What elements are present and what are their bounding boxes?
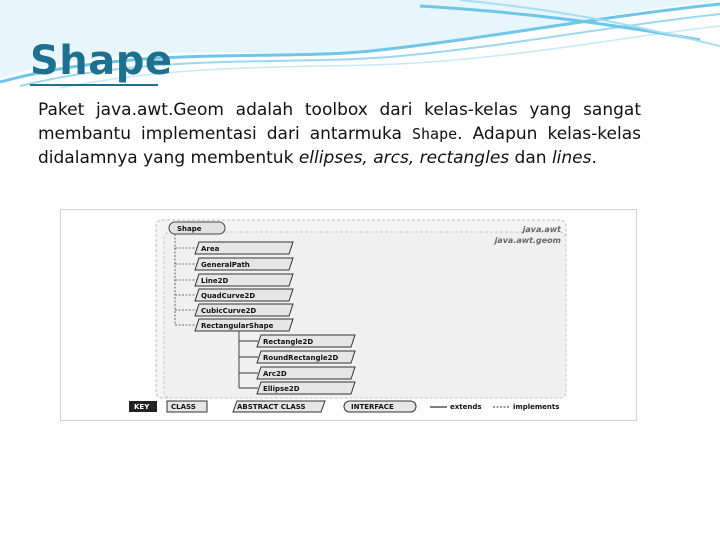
class-node-line2d-label: Line2D [201, 277, 229, 285]
paragraph-text-2: . Adapun kelas-kelas didalamnya yang membentuk [38, 124, 641, 168]
key-implements-label: implements [513, 403, 560, 411]
package-label-geom: java.awt.geom [494, 236, 561, 245]
class-node-ellipse2d-label: Ellipse2D [263, 385, 300, 393]
paragraph-text-4: . [591, 148, 597, 168]
key-extends-label: extends [450, 403, 482, 411]
diagram-key-legend [129, 401, 559, 412]
paragraph-code-shape: Shape [411, 125, 458, 143]
paragraph-text-3: dan [509, 148, 552, 168]
class-node-arc2d-label: Arc2D [263, 370, 287, 378]
class-node-area-label: Area [201, 245, 220, 253]
package-label-awt: java.awt [522, 225, 561, 234]
class-node-rectangularshape [195, 319, 293, 331]
class-node-area [195, 242, 293, 254]
paragraph-text-1: Paket java.awt.Geom adalah toolbox dari kelas-kelas yang sangat membantu implementasi dari antarmuka [38, 100, 641, 144]
body-paragraph [38, 98, 641, 170]
class-hierarchy-diagram [61, 210, 636, 420]
class-node-ellipse2d [257, 382, 355, 394]
paragraph-italic-2: lines [551, 148, 592, 168]
class-node-rectangularshape-label: RectangularShape [201, 322, 274, 330]
class-node-arc2d [257, 367, 355, 379]
class-node-roundrectangle2d-label: RoundRectangle2D [263, 354, 339, 362]
interface-node-shape-label: Shape [177, 225, 202, 233]
class-hierarchy-figure [60, 209, 637, 421]
class-node-rectangle2d [257, 335, 355, 347]
key-abstract-label: ABSTRACT CLASS [237, 403, 306, 411]
key-badge-label: KEY [134, 403, 150, 411]
class-node-cubiccurve2d-label: CubicCurve2D [201, 307, 257, 315]
key-interface-label: INTERFACE [351, 403, 394, 411]
class-node-line2d [195, 274, 293, 286]
key-class-label: CLASS [171, 403, 196, 411]
class-node-quadcurve2d-label: QuadCurve2D [201, 292, 256, 300]
class-node-roundrectangle2d [257, 351, 355, 363]
paragraph-italic-1: ellipses, arcs, rectangles [298, 148, 510, 168]
class-node-quadcurve2d [195, 289, 293, 301]
slide-title: Shape [30, 38, 173, 84]
class-node-cubiccurve2d [195, 304, 293, 316]
class-node-generalpath [195, 258, 293, 270]
class-node-generalpath-label: GeneralPath [201, 261, 250, 269]
class-node-rectangle2d-label: Rectangle2D [263, 338, 314, 346]
title-underline [30, 84, 158, 86]
